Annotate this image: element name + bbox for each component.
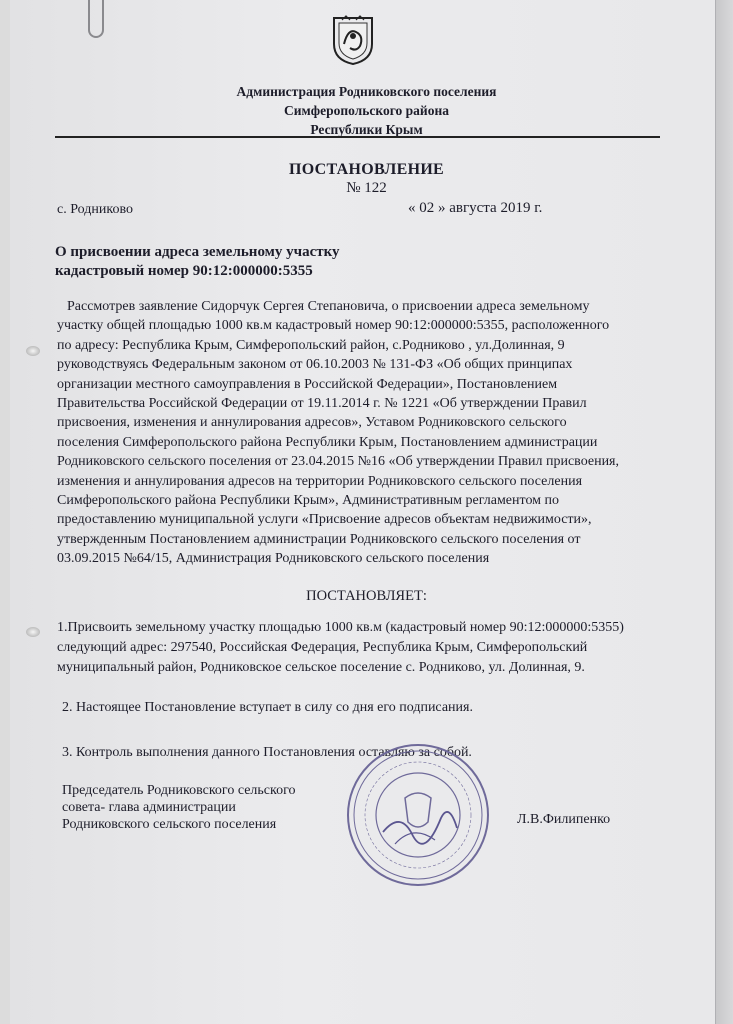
preamble-line: Симферопольского района Республики Крым», Административным регламентом по — [57, 493, 560, 508]
preamble-line: организации местного самоуправления в Российской Федерации», Постановлением — [57, 376, 558, 392]
subject-line-1: О присвоении адреса земельному участку — [55, 244, 340, 260]
punch-hole-top — [26, 346, 40, 356]
preamble-line: участку общей площадью 1000 кв.м кадастровый номер 90:12:000000:5355, расположенного — [57, 318, 610, 334]
item-3: 3. Контроль выполнения данного Постановления оставляю за собой. — [62, 745, 472, 760]
coat-of-arms-icon — [330, 14, 376, 66]
place: с. Родниково — [57, 202, 133, 217]
preamble-line: Родниковского сельского поселения от 23.04.2015 №16 «Об утверждении Правил присвоения, — [57, 454, 619, 470]
signature-title-line-1: Председатель Родниковского сельского — [62, 783, 296, 798]
preamble-line: 03.09.2015 №64/15, Администрация Родниковского сельского поселения — [57, 551, 490, 567]
signature-title-line-2: совета- глава администрации — [62, 800, 236, 815]
preamble-line: предоставлению муниципальной услуги «Присвоение адресов объектам недвижимости», — [57, 512, 592, 528]
preamble-line: изменения и аннулирования адресов на территории Родниковского сельского поселения — [57, 473, 583, 489]
document-title: ПОСТАНОВЛЕНИЕ — [288, 161, 445, 178]
item-2: 2. Настоящее Постановление вступает в силу со дня его подписания. — [62, 700, 473, 715]
official-seal-icon — [343, 740, 493, 890]
signature-title-line-3: Родниковского сельского поселения — [62, 817, 277, 832]
header-line-1: Администрация Родниковского поселения — [236, 84, 497, 99]
signatory-name: Л.В.Филипенко — [517, 812, 611, 827]
document-date: « 02 » августа 2019 г. — [408, 200, 543, 216]
item-1-line: муниципальный район, Родниковское сельское поселение с. Родниково, ул. Долинная, 9. — [57, 660, 585, 675]
subject-line-2: кадастровый номер 90:12:000000:5355 — [55, 263, 313, 279]
preamble-line: по адресу: Республика Крым, Симферопольский район, с.Родниково , ул.Долинная, 9 — [57, 337, 565, 353]
resolves-heading: ПОСТАНОВЛЯЕТ: — [306, 588, 427, 604]
item-1-line: следующий адрес: 297540, Российская Федерация, Республика Крым, Симферопольский — [57, 640, 588, 655]
preamble-line: утвержденным Постановлением администрации Родниковского сельского поселения от — [57, 531, 581, 547]
header-line-3: Республики Крым — [310, 122, 423, 137]
preamble-line: поселения Симферопольского района Республики Крым, Постановлением администрации — [57, 434, 598, 450]
preamble-line: Рассмотрев заявление Сидорчук Сергея Степановича, о присвоении адреса земельному — [67, 299, 590, 314]
header-line-2: Симферопольского района — [284, 103, 449, 118]
preamble-line: присвоения, изменения и аннулирования адресов», Уставом Родниковского сельского — [57, 415, 567, 431]
item-1-line: 1.Присвоить земельному участку площадью 1000 кв.м (кадастровый номер 90:12:000000:5355) — [57, 620, 624, 635]
header-divider — [55, 136, 660, 138]
page-edge-shadow — [715, 0, 733, 1024]
preamble-line: руководствуясь Федеральным законом от 06.10.2003 № 131-ФЗ «Об общих принципах — [57, 357, 573, 373]
document-number: № 122 — [346, 180, 387, 196]
preamble-line: Правительства Российской Федерации от 19.11.2014 г. № 1221 «Об утверждении Правил — [57, 396, 587, 411]
punch-hole-bottom — [26, 627, 40, 637]
paper-clip — [88, 0, 104, 38]
